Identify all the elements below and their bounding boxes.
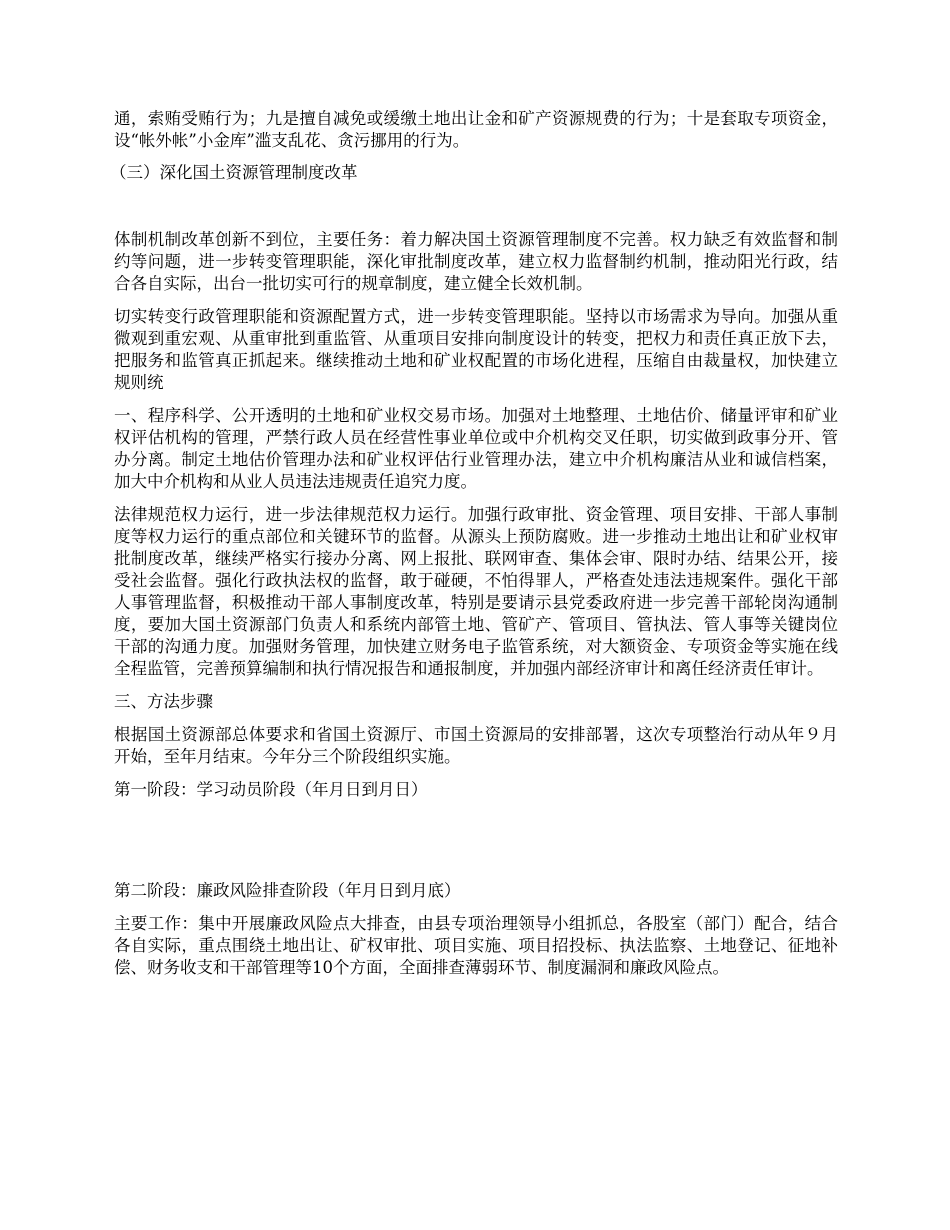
paragraph-stage-two-work: 主要工作：集中开展廉政风险点大排查，由县专项治理领导小组抓总，各股室（部门）配合，结合各自实际，重点围绕土地出让、矿权审批、项目实施、项目招投标、执法监察、土地登记、征地补偿、财务收支和干部管理等10个方面，全面排查薄弱环节、制度漏洞和廉政风险点。 — [114, 914, 838, 977]
paragraph-regulate-power: 法律规范权力运行，进一步法律规范权力运行。加强行政审批、资金管理、项目安排、干部人事制度等权力运行的重点部位和关键环节的监督。从源头上预防腐败。进一步推动土地出让和矿业权审批制度改革，继续严格实行接办分离、网上报批、联网审查、集体会审、限时办结、结果公开，接受社会监督。强化行政执法权的监督，敢于碰硬，不怕得罪人，严格查处违法违规案件。强化干部人事管理监督，积极推动干部人事制度改革，特别是要请示县党委政府进一步完善干部轮岗沟通制度，要加大国土资源部门负责人和系统内部管土地、管矿产、管项目、管执法、管人事等关键岗位干部的沟通力度。加强财务管理，加快建立财务电子监管系统，对大额资金、专项资金等实施在线全程监管，完善预算编制和执行情况报告和通报制度，并加强内部经济审计和离任经济责任审计。 — [114, 505, 838, 678]
document-page — [110, 108, 838, 979]
paragraph-transform-functions: 切实转变行政管理职能和资源配置方式，进一步转变管理职能。坚持以市场需求为导向。加强从重微观到重宏观、从重审批到重监管、从重项目安排向制度设计的转变，把权力和责任真正放下去，把服务和监管真正抓起来。继续推动土地和矿业权配置的市场化进程，压缩自由裁量权，加快建立规则统 — [114, 307, 838, 392]
stage-two-heading: 第二阶段：廉政风险排查阶段（年月日到月底） — [114, 881, 461, 900]
section-heading-methods: 三、方法步骤 — [114, 692, 213, 711]
paragraph-main-tasks: 体制机制改革创新不到位，主要任务：着力解决国土资源管理制度不完善。权力缺乏有效监督和制约等问题，进一步转变管理职能，深化审批制度改革，建立权力监督制约机制，推动阳光行政，结合各自实际，出台一批切实可行的规章制度，建立健全长效机制。 — [114, 230, 838, 293]
paragraph-trading-market: 一、程序科学、公开透明的土地和矿业权交易市场。加强对土地整理、土地估价、储量评审和矿业权评估机构的管理，严禁行政人员在经营性事业单位或中介机构交叉任职，切实做到政事分开、管办分离。制定土地估价管理办法和矿业权评估行业管理办法，建立中介机构廉洁从业和诚信档案，加大中介机构和从业人员违法违规责任追究力度。 — [114, 406, 838, 491]
paragraph-deployment: 根据国土资源部总体要求和省国土资源厅、市国土资源局的安排部署，这次专项整治行动从年９月开始，至年月结束。今年分三个阶段组织实施。 — [114, 725, 838, 766]
section-heading-reform: （三）深化国土资源管理制度改革 — [110, 163, 358, 182]
paragraph-intro-continuation: 通，索贿受贿行为；九是擅自减免或缓缴土地出让金和矿产资源规费的行为；十是套取专项资金，设“帐外帐”小金库”滥支乱花、贪污挪用的行为。 — [114, 109, 838, 150]
stage-one-heading: 第一阶段：学习动员阶段（年月日到月日） — [114, 780, 428, 799]
